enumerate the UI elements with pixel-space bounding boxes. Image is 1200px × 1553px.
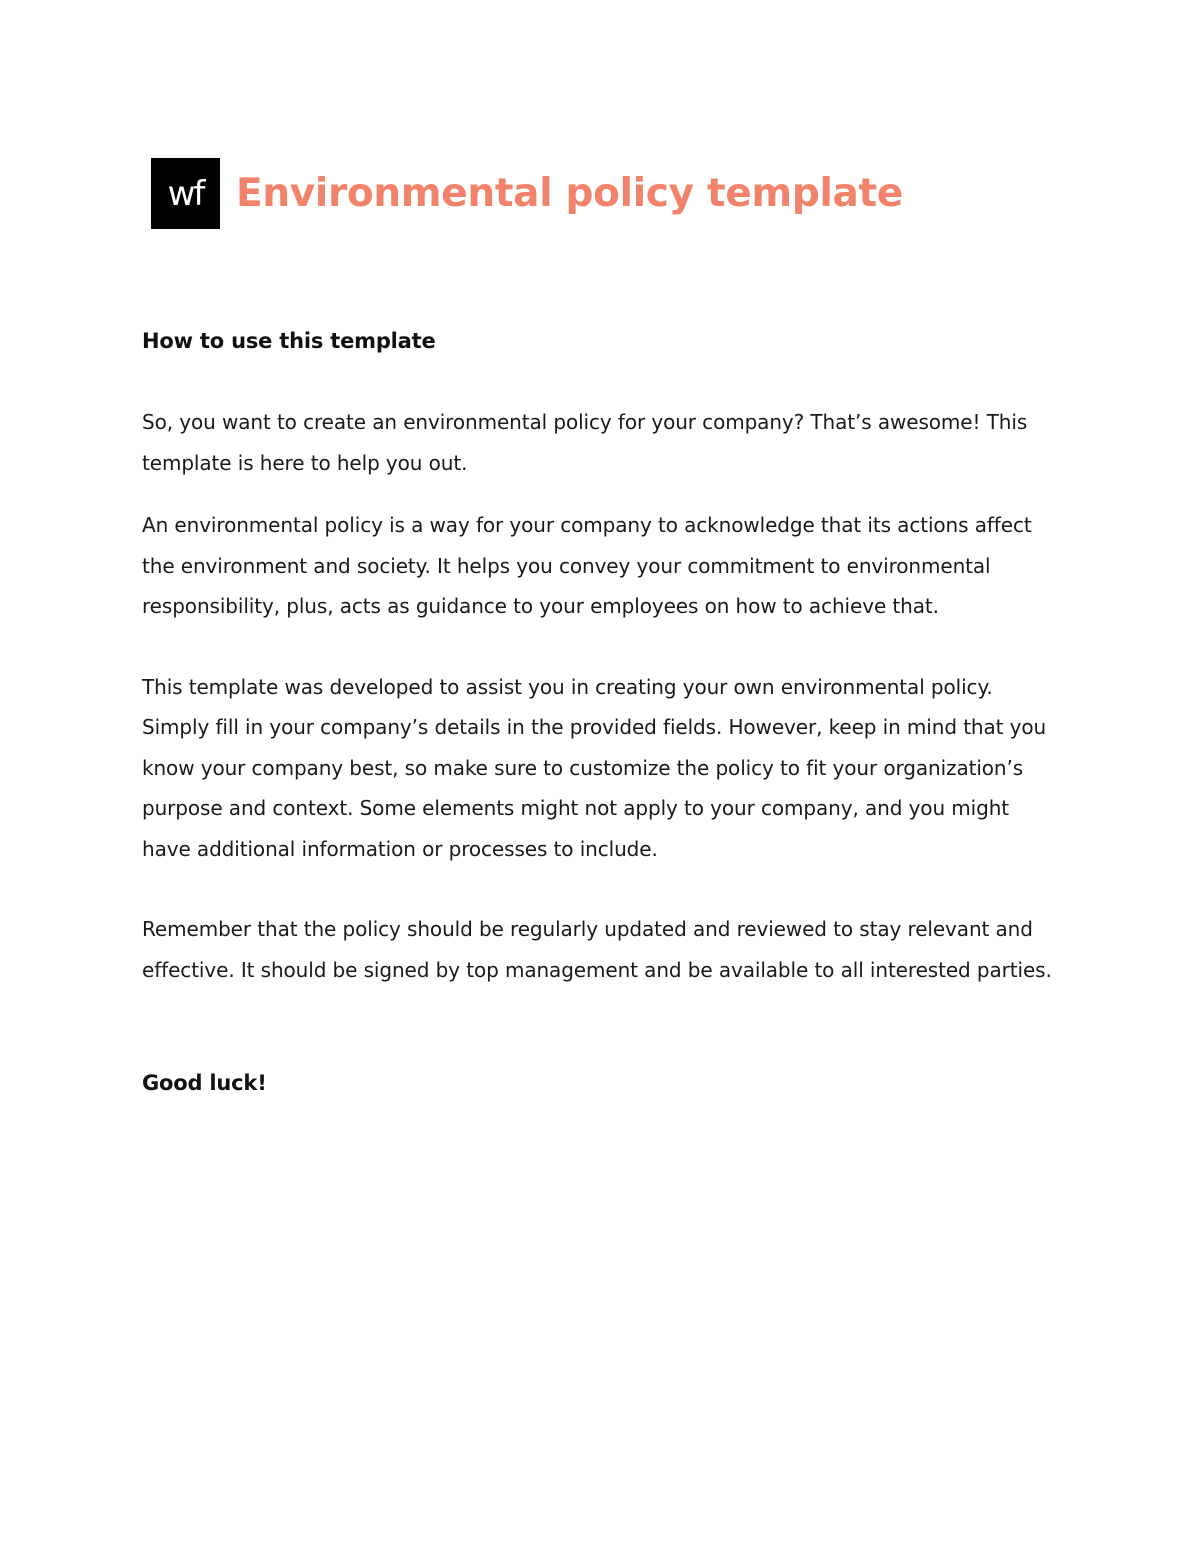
document-title: Environmental policy template: [236, 171, 904, 216]
paragraph-intro: So, you want to create an environmental policy for your company? That’s awesome! This template is here to help you out.: [142, 410, 1028, 475]
document-body: [142, 320, 1062, 1104]
wf-logo: wf: [151, 158, 220, 229]
paragraph-definition: An environmental policy is a way for your company to acknowledge that its actions affect the environment and society. It helps you convey your commitment to environmental responsibility, plus, acts as guidance to your employees on how to achieve that.: [142, 513, 1032, 618]
section-heading: How to use this template: [142, 329, 436, 353]
paragraph-reminder: Remember that the policy should be regularly updated and reviewed to stay relevant and effective. It should be signed by top management and be available to all interested parties.: [142, 917, 1052, 982]
document-header: [151, 158, 903, 229]
paragraph-instructions: This template was developed to assist you in creating your own environmental policy. Simply fill in your company’s details in the provided fields. However, keep in mind that you know your company best, so make sure to customize the policy to fit your organization’s purpose and context. Some elements might not apply to your company, and you might have additional information or processes to include.: [142, 674, 1047, 861]
closing-text: Good luck!: [142, 1071, 267, 1095]
